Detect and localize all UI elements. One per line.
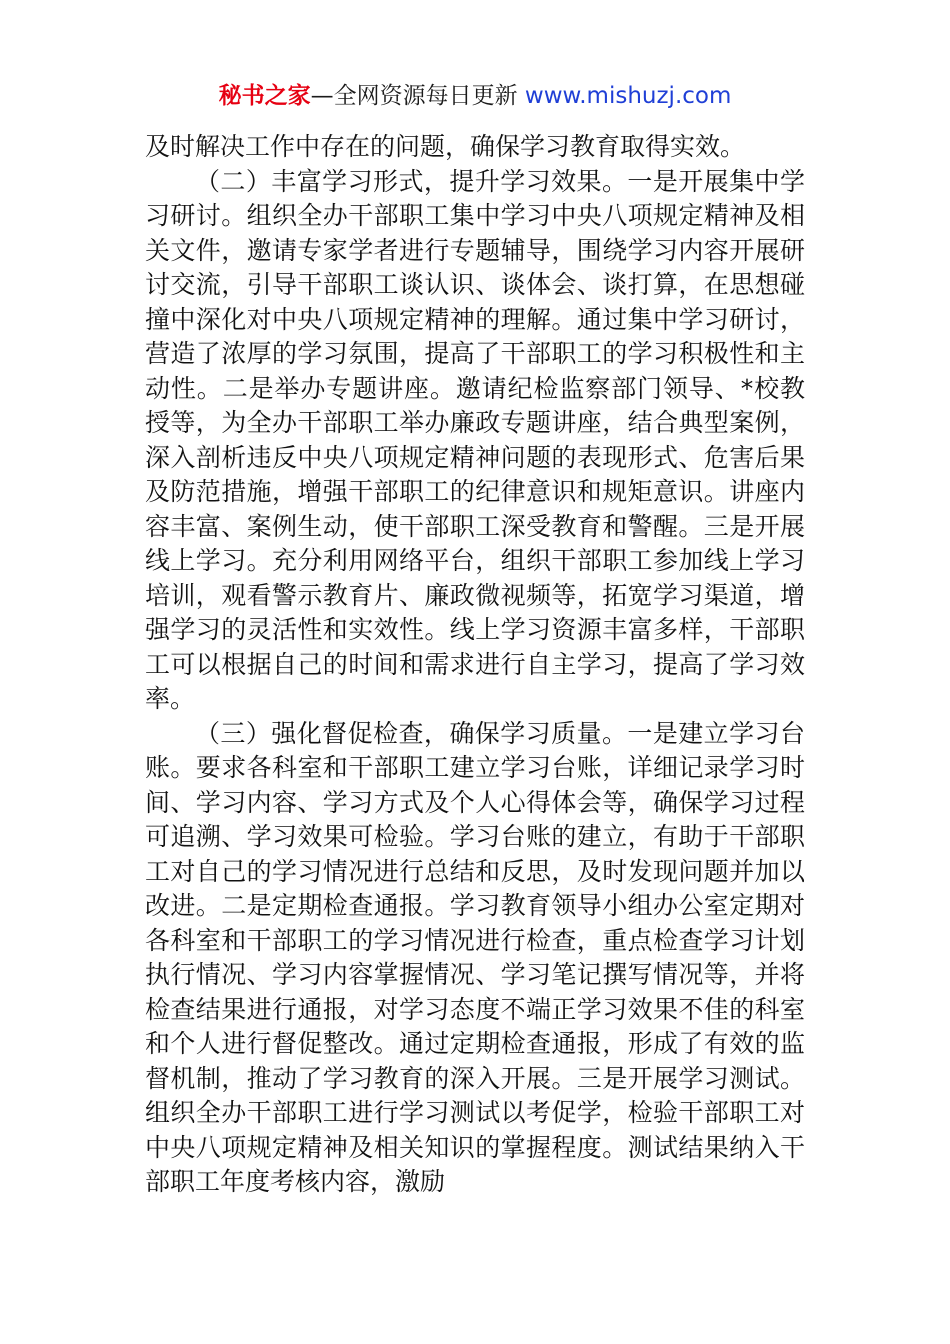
page-header: [0, 80, 950, 112]
paragraph-section-2: （二）丰富学习形式，提升学习效果。一是开展集中学习研讨。组织全办干部职工集中学习中央八项规定精神及相关文件，邀请专家学者进行专题辅导，围绕学习内容开展研讨交流，引导干部职工谈认识、谈体会、谈打算，在思想碰撞中深化对中央八项规定精神的理解。通过集中学习研讨，营造了浓厚的学习氛围，提高了干部职工的学习积极性和主动性。二是举办专题讲座。邀请纪检监察部门领导、*校教授等，为全办干部职工举办廉政专题讲座，结合典型案例，深入剖析违反中央八项规定精神问题的表现形式、危害后果及防范措施，增强干部职工的纪律意识和规矩意识。讲座内容丰富、案例生动，使干部职工深受教育和警醒。三是开展线上学习。充分利用网络平台，组织干部职工参加线上学习培训，观看警示教育片、廉政微视频等，拓宽学习渠道，增强学习的灵活性和实效性。线上学习资源丰富多样，干部职工可以根据自己的时间和需求进行自主学习，提高了学习效率。: [145, 166, 805, 713]
header-tagline: —全网资源每日更新: [310, 83, 525, 109]
brand-name: 秘书之家: [218, 83, 311, 109]
document-body: [145, 130, 805, 1200]
paragraph-continuation: 及时解决工作中存在的问题，确保学习教育取得实效。: [145, 132, 746, 161]
site-url[interactable]: www.mishuzj.com: [524, 83, 732, 109]
paragraph-section-3: （三）强化督促检查，确保学习质量。一是建立学习台账。要求各科室和干部职工建立学习台账，详细记录学习时间、学习内容、学习方式及个人心得体会等，确保学习过程可追溯、学习效果可检验。学习台账的建立，有助于干部职工对自己的学习情况进行总结和反思，及时发现问题并加以改进。二是定期检查通报。学习教育领导小组办公室定期对各科室和干部职工的学习情况进行检查，重点检查学习计划执行情况、学习内容掌握情况、学习笔记撰写情况等，并将检查结果进行通报，对学习态度不端正学习效果不佳的科室和个人进行督促整改。通过定期检查通报，形成了有效的监督机制，推动了学习教育的深入开展。三是开展学习测试。组织全办干部职工进行学习测试以考促学，检验干部职工对中央八项规定精神及相关知识的掌握程度。测试结果纳入干部职工年度考核内容，激励: [145, 718, 805, 1196]
